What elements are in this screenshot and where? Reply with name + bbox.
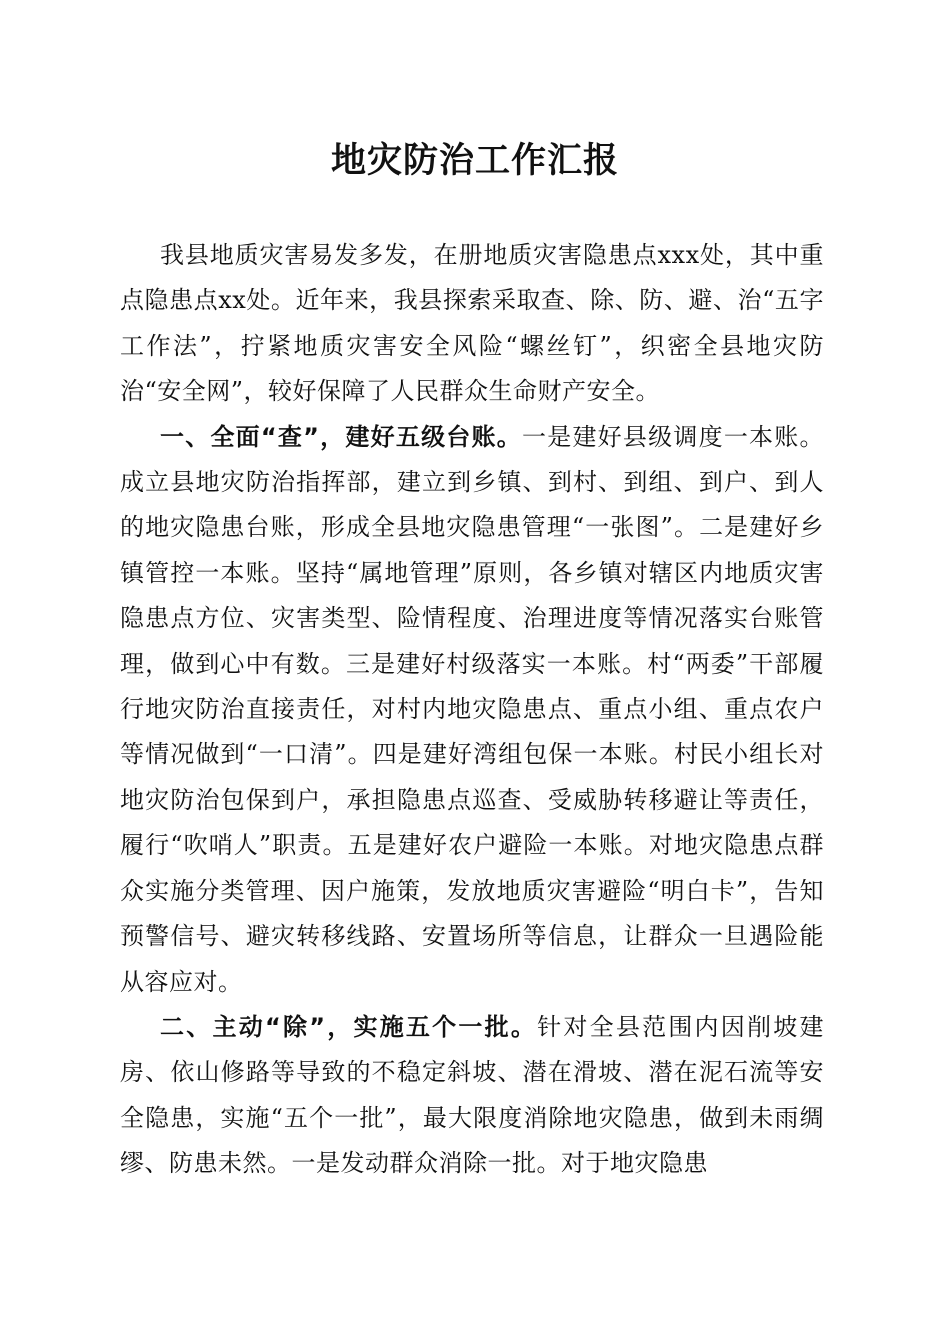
section-2-body: 针对全县范围内因削坡建房、依山修路等导致的不稳定斜坡、潜在滑坡、潜在泥石流等安全隐患，实施“五个一批”，最大限度消除地灾隐患，做到未雨绸缪、防患未然。一是发动群众消除一批。对于地灾隐患 [120,1012,825,1178]
section-2-heading: 二、主动“除”，实施五个一批。 [160,1012,538,1041]
section-1-paragraph [120,415,824,1005]
section-2-paragraph [120,1005,824,1187]
document-title: 地灾防治工作汇报 [330,140,619,181]
section-1-heading: 一、全面“查”，建好五级台账。 [160,422,522,451]
document-body [120,233,824,1187]
intro-paragraph: 我县地质灾害易发多发，在册地质灾害隐患点xxx处，其中重点隐患点xx处。近年来，我县探索采取查、除、防、避、治“五字工作法”，拧紧地质灾害安全风险“螺丝钉”，织密全县地灾防治“安全网”，较好保障了人民群众生命财产安全。 [120,241,824,406]
section-1-body: 一是建好县级调度一本账。成立县地灾防治指挥部，建立到乡镇、到村、到组、到户、到人的地灾隐患台账，形成全县地灾隐患管理“一张图”。二是建好乡镇管控一本账。坚持“属地管理”原则，各乡镇对辖区内地质灾害隐患点方位、灾害类型、险情程度、治理进度等情况落实台账管理，做到心中有数。三是建好村级落实一本账。村“两委”干部履行地灾防治直接责任，对村内地灾隐患点、重点小组、重点农户等情况做到“一口清”。四是建好湾组包保一本账。村民小组长对地灾防治包保到户，承担隐患点巡查、受威胁转移避让等责任，履行“吹哨人”职责。五是建好农户避险一本账。对地灾隐患点群众实施分类管理、因户施策，发放地质灾害避险“明白卡”，告知预警信号、避灾转移线路、安置场所等信息，让群众一旦遇险能从容应对。 [120,422,825,996]
